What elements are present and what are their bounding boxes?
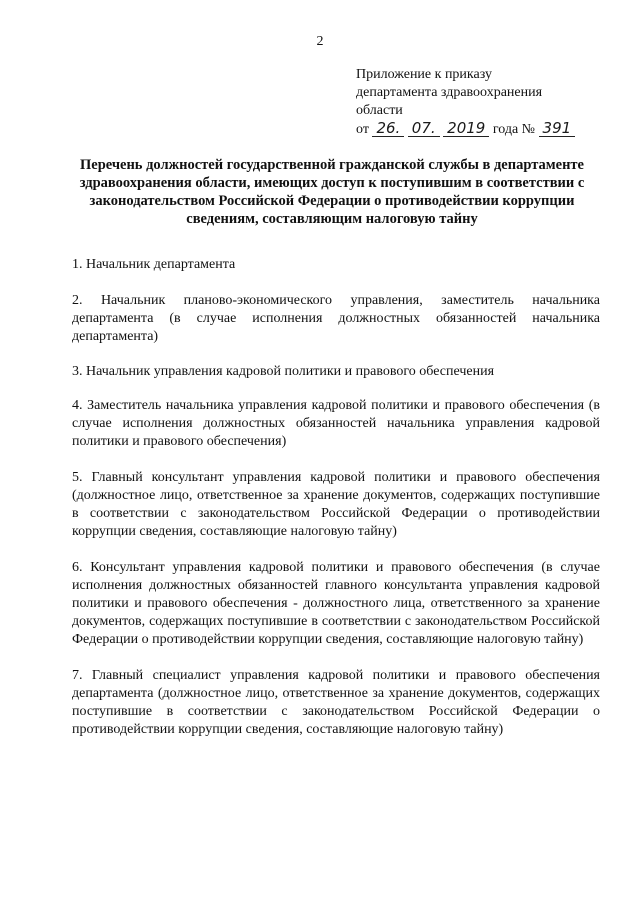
list-item: 4. Заместитель начальника управления кадровой политики и правового обеспечения (в случае исполнения должностных обязанностей начальника управления кадровой политики и правового обеспечения) bbox=[72, 398, 600, 449]
document-title: Перечень должностей государственной гражданской службы в департаменте здравоохранения области, имеющих доступ к поступившим в соответствии с законодательством Российской Федерации о противодействии коррупции сведениям, составляющим налоговую тайну bbox=[79, 157, 585, 227]
handwritten-year: 2019 bbox=[443, 120, 489, 137]
list-item: 3. Начальник управления кадровой политики и правового обеспечения bbox=[72, 364, 495, 379]
appendix-header bbox=[356, 66, 616, 139]
positions-list bbox=[72, 256, 600, 739]
list-item: 7. Главный специалист управления кадровой политики и правового обеспечения департамента (должностное лицо, ответственное за хранение документов, содержащих поступившие в соответствии с законодательством Российской Федерации о противодействии коррупции сведения, составляющие налоговую тайну) bbox=[72, 668, 600, 737]
list-item: 1. Начальник департамента bbox=[72, 257, 236, 272]
appendix-date-line bbox=[356, 120, 616, 139]
appendix-line-1: Приложение к приказу bbox=[356, 67, 492, 82]
appendix-line-3: области bbox=[356, 103, 403, 118]
handwritten-month: 07. bbox=[408, 120, 440, 137]
year-label: года bbox=[492, 122, 519, 137]
list-item: 2. Начальник планово-экономического управления, заместитель начальника департамента (в случае исполнения должностных обязанностей начальника департамента) bbox=[72, 293, 600, 344]
handwritten-day: 26. bbox=[372, 120, 404, 137]
number-label: № bbox=[521, 122, 536, 137]
appendix-line-2: департамента здравоохранения bbox=[356, 85, 543, 100]
list-item: 6. Консультант управления кадровой политики и правового обеспечения (в случае исполнения должностных обязанностей главного консультанта управления кадровой политики и правового обеспечения - должностного лица, ответственного за хранение документов, содержащих поступившие в соответствии с законодательством Российской Федерации о противодействии коррупции сведения, составляющие налоговую тайну) bbox=[72, 560, 600, 647]
from-label: от bbox=[356, 122, 369, 137]
page-number: 2 bbox=[316, 34, 324, 49]
list-item: 5. Главный консультант управления кадровой политики и правового обеспечения (должностное лицо, ответственное за хранение документов, содержащих поступившие в соответствии с законодательством Российской Федерации о противодействии коррупции сведения, составляющие налоговую тайну) bbox=[72, 470, 600, 539]
handwritten-number: 391 bbox=[539, 120, 576, 137]
